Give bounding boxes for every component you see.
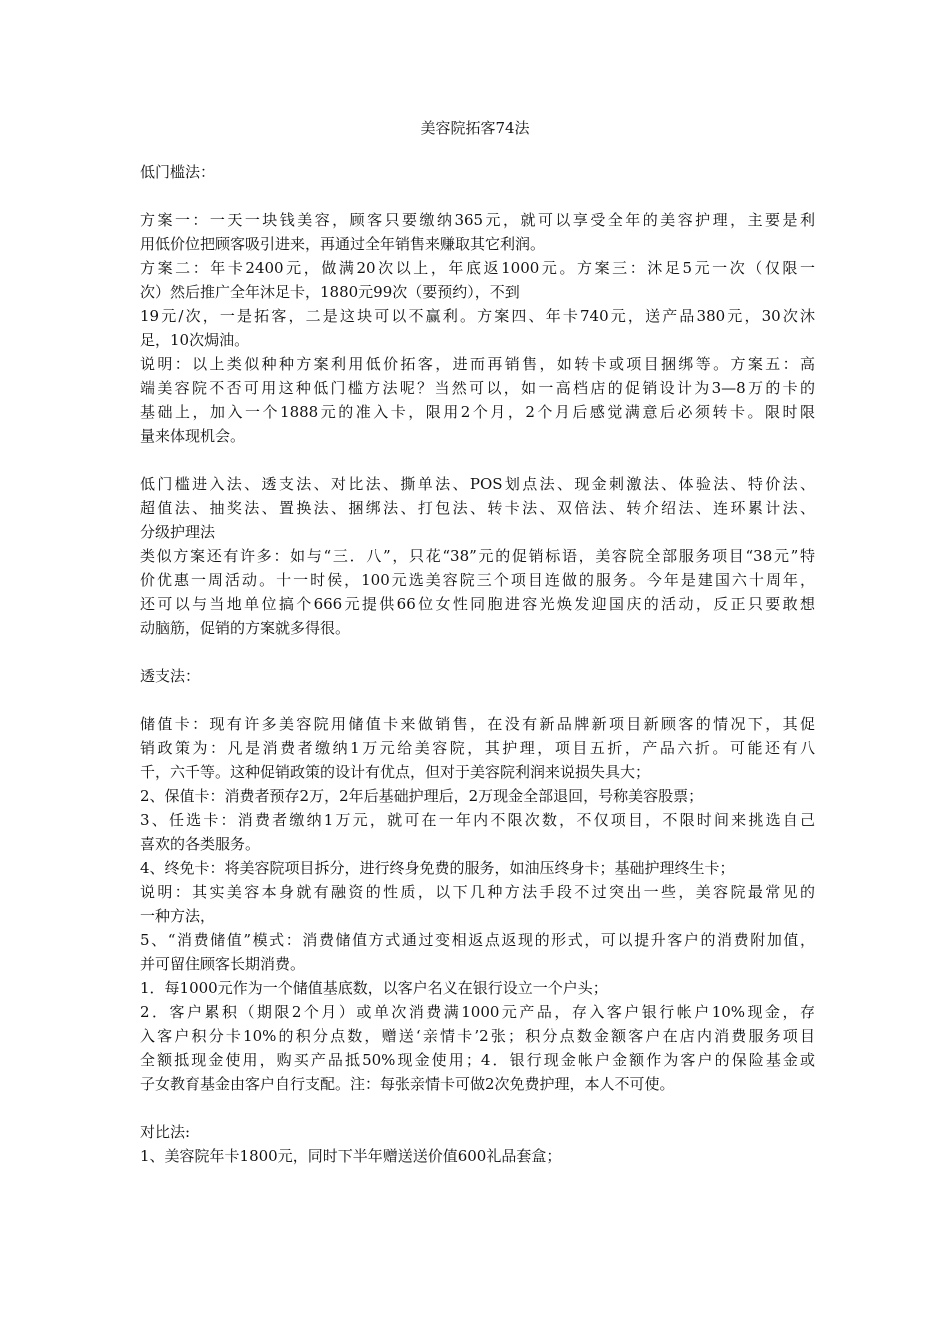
- text-line: 用低价位把顾客吸引进来，再通过全年销售来赚取其它利润。: [140, 235, 546, 253]
- paragraph: [140, 1120, 815, 1144]
- text-line: 次）然后推广全年沐足卡，1880元99次（要预约），不到: [140, 283, 520, 301]
- text-line: 千，六千等。这种促销政策的设计有优点，但对于美容院利润来说损失具大；: [140, 763, 651, 781]
- paragraph: [140, 856, 815, 880]
- text-line: 并可留住顾客长期消费。: [140, 955, 306, 973]
- text-line: 一种方法，: [140, 907, 216, 925]
- paragraph: [140, 208, 815, 256]
- text-line: 动脑筋，促销的方案就多得很。: [140, 619, 351, 637]
- text-line: 基础上，加入一个1888元的准入卡，限用2个月，2个月后感觉满意后必须转卡。限时限: [140, 403, 815, 421]
- text-line: 销政策为：凡是消费者缴纳1万元给美容院，其护理，项目五折，产品六折。可能还有八: [140, 739, 815, 757]
- paragraph: [140, 472, 815, 544]
- paragraph: [140, 352, 815, 448]
- paragraph: [140, 784, 815, 808]
- paragraph: [140, 160, 815, 184]
- text-line: 储值卡：现有许多美容院用储值卡来做销售，在没有新品牌新项目新顾客的情况下，其促: [140, 715, 815, 733]
- paragraph: [140, 1144, 815, 1168]
- text-line: 说明：以上类似种种方案利用低价拓客，进而再销售，如转卡或项目捆绑等。方案五：高: [140, 355, 815, 373]
- text-line: 说明：其实美容本身就有融资的性质，以下几种方法手段不过突出一些，美容院最常见的: [140, 883, 815, 901]
- paragraph: [140, 808, 815, 856]
- text-line: 类似方案还有许多：如与“三．八”，只花“38”元的促销标语，美容院全部服务项目“38元”特: [140, 547, 815, 565]
- blank-line: [140, 688, 815, 712]
- document-body: [140, 160, 815, 1168]
- text-line: 对比法:: [140, 1123, 191, 1141]
- text-line: 价优惠一周活动。十一时侯，100元选美容院三个项目连做的服务。今年是建国六十周年，: [140, 571, 815, 589]
- text-line: 3、任选卡：消费者缴纳1万元，就可在一年内不限次数，不仅项目，不限时间来挑选自己: [140, 811, 815, 829]
- paragraph: [140, 1000, 815, 1096]
- text-line: 方案二：年卡2400元，做满20次以上，年底返1000元。方案三：沐足5元一次（仅限一: [140, 259, 815, 277]
- text-line: 方案一：一天一块钱美容，顾客只要缴纳365元，就可以享受全年的美容护理，主要是利: [140, 211, 815, 229]
- text-line: 低门槛法：: [140, 163, 216, 181]
- text-line: 足，10次焗油。: [140, 331, 250, 349]
- text-line: 5、“消费储值”模式：消费储值方式通过变相返点返现的形式，可以提升客户的消费附加值，: [140, 931, 815, 949]
- blank-line: [140, 1096, 815, 1120]
- text-line: 1、美容院年卡1800元，同时下半年赠送送价值600礼品套盒；: [140, 1147, 562, 1165]
- paragraph: [140, 304, 815, 352]
- paragraph: [140, 664, 815, 688]
- paragraph: [140, 928, 815, 976]
- text-line: 超值法、抽奖法、置换法、捆绑法、打包法、转卡法、双倍法、转介绍法、连环累计法、: [140, 499, 815, 517]
- text-line: 2、保值卡：消费者预存2万，2年后基础护理后，2万现金全部退回，号称美容股票；: [140, 787, 704, 805]
- text-line: 分级护理法: [140, 523, 216, 541]
- paragraph: [140, 880, 815, 928]
- text-line: 全额抵现金使用，购买产品抵50%现金使用；4．银行现金帐户金额作为客户的保险基金或: [140, 1051, 815, 1069]
- text-line: 端美容院不否可用这种低门槛方法呢？当然可以，如一高档店的促销设计为3—8万的卡的: [140, 379, 815, 397]
- text-line: 子女教育基金由客户自行支配。注：每张亲情卡可做2次免费护理，本人不可使。: [140, 1075, 675, 1093]
- paragraph: [140, 712, 815, 784]
- text-line: 透支法：: [140, 667, 201, 685]
- blank-line: [140, 184, 815, 208]
- text-line: 19元/次，一是拓客，二是这块可以不赢利。方案四、年卡740元，送产品380元，30次沐: [140, 307, 815, 325]
- blank-line: [140, 640, 815, 664]
- text-line: 2．客户累积（期限2个月）或单次消费满1000元产品，存入客户银行帐户10%现金，存: [140, 1003, 815, 1021]
- text-line: 1．每1000元作为一个储值基底数，以客户名义在银行设立一个户头；: [140, 979, 608, 997]
- document-title: 美容院拓客74法: [420, 119, 530, 137]
- paragraph: [140, 976, 815, 1000]
- paragraph: [140, 544, 815, 640]
- text-line: 入客户积分卡10%的积分点数，赠送‘亲情卡’2张；积分点数金额客户在店内消费服务项目: [140, 1027, 815, 1045]
- blank-line: [140, 448, 815, 472]
- text-line: 低门槛进入法、透支法、对比法、撕单法、POS划点法、现金刺激法、体验法、特价法、: [140, 475, 815, 493]
- text-line: 喜欢的各类服务。: [140, 835, 261, 853]
- text-line: 还可以与当地单位搞个666元提供66位女性同胞进容光焕发迎国庆的活动，反正只要敢想: [140, 595, 815, 613]
- text-line: 量来体现机会。: [140, 427, 246, 445]
- text-line: 4、终免卡：将美容院项目拆分，进行终身免费的服务，如油压终身卡；基础护理终生卡；: [140, 859, 735, 877]
- paragraph: [140, 256, 815, 304]
